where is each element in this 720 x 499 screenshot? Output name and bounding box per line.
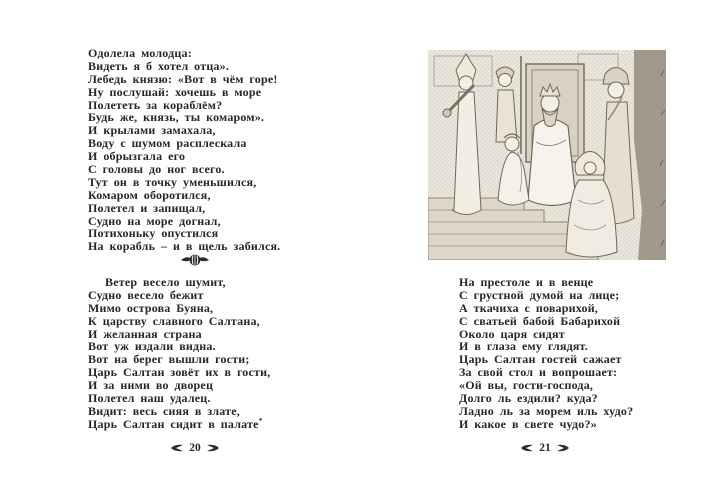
poem-line: С сватьей бабой Бабарихой bbox=[459, 313, 621, 328]
left-page-stanza-1 bbox=[88, 47, 280, 253]
poem-line: Ладно ль за морем иль худо? bbox=[459, 403, 634, 418]
poem-line: Полетел наш удалец. bbox=[88, 391, 211, 406]
leaf-flourish-icon bbox=[206, 444, 219, 452]
poem-line: И за ними во дворец bbox=[88, 378, 214, 393]
right-page-number bbox=[430, 440, 660, 455]
left-page-stanza-2 bbox=[88, 276, 270, 431]
poem-line: Будь же, князь, ты комаром». bbox=[88, 110, 265, 125]
poem-line: Царь Салтан зовёт их в гости, bbox=[88, 365, 271, 380]
right-page-stanza bbox=[459, 276, 633, 431]
poem-line: Видит: весь сияя в злате, bbox=[88, 403, 240, 418]
poem-line: Судно весело бежит bbox=[88, 287, 204, 302]
poem-line: Вот на берег вышли гости; bbox=[88, 352, 250, 367]
poem-line: К царству славного Салтана, bbox=[88, 313, 260, 328]
page-number: 20 bbox=[189, 441, 201, 454]
leaf-flourish-icon bbox=[521, 444, 534, 452]
throne-illustration bbox=[428, 50, 666, 260]
poem-line: И в глаза ему глядят. bbox=[459, 339, 588, 354]
poem-line: И желанная страна bbox=[88, 326, 202, 341]
poem-line: И обрызгала его bbox=[88, 149, 186, 164]
poem-line: На престоле и в венце bbox=[459, 275, 594, 289]
page-number: 21 bbox=[539, 441, 551, 454]
poem-line: На корабль – и в щель забился. bbox=[88, 239, 281, 254]
poem-line: Лебедь князю: «Вот в чём горе! bbox=[88, 71, 278, 86]
poem-line: Вот уж издали видна. bbox=[88, 339, 216, 354]
poem-line: Тут он в точку уменьшился, bbox=[88, 174, 257, 189]
poem-line: Полетел и запищал, bbox=[88, 200, 206, 215]
leaf-flourish-icon bbox=[171, 444, 184, 452]
poem-line: Ну послушай: хочешь в море bbox=[88, 84, 262, 99]
poem-line: И какое в свете чудо?» bbox=[459, 416, 597, 431]
poem-line: Ветер весело шумит, bbox=[105, 275, 226, 289]
left-page-number bbox=[80, 440, 310, 455]
poem-line: «Ой вы, гости-господа, bbox=[459, 378, 594, 393]
poem-line: Мимо острова Буяна, bbox=[88, 300, 214, 315]
poem-line: Полететь за кораблём? bbox=[88, 97, 223, 112]
poem-line: Царь Салтан гостей сажает bbox=[459, 352, 622, 367]
stanza-divider bbox=[80, 253, 310, 267]
rosette-ornament-icon bbox=[180, 253, 210, 267]
poem-line: Долго ль ездили? куда? bbox=[459, 391, 598, 406]
poem-line: Потихоньку опустился bbox=[88, 226, 219, 241]
poem-line: За свой стол и вопрошает: bbox=[459, 365, 618, 380]
poem-line: Воду с шумом расплескала bbox=[88, 136, 247, 151]
poem-line: С головы до ног всего. bbox=[88, 162, 225, 177]
leaf-flourish-icon bbox=[556, 444, 569, 452]
poem-line: Около царя сидят bbox=[459, 326, 565, 341]
poem-line: И крылами замахала, bbox=[88, 123, 216, 138]
footnote-marker: * bbox=[258, 415, 263, 425]
poem-line: Судно на море догнал, bbox=[88, 213, 221, 228]
poem-line: А ткачиха с поварихой, bbox=[459, 300, 599, 315]
poem-line: Видеть я б хотел отца». bbox=[88, 58, 230, 73]
poem-line: Царь Салтан сидит в палате* bbox=[88, 415, 263, 431]
poem-line: С грустной думой на лице; bbox=[459, 287, 620, 302]
poem-line: Комаром оборотился, bbox=[88, 187, 211, 202]
poem-line: Одолела молодца: bbox=[88, 46, 192, 60]
